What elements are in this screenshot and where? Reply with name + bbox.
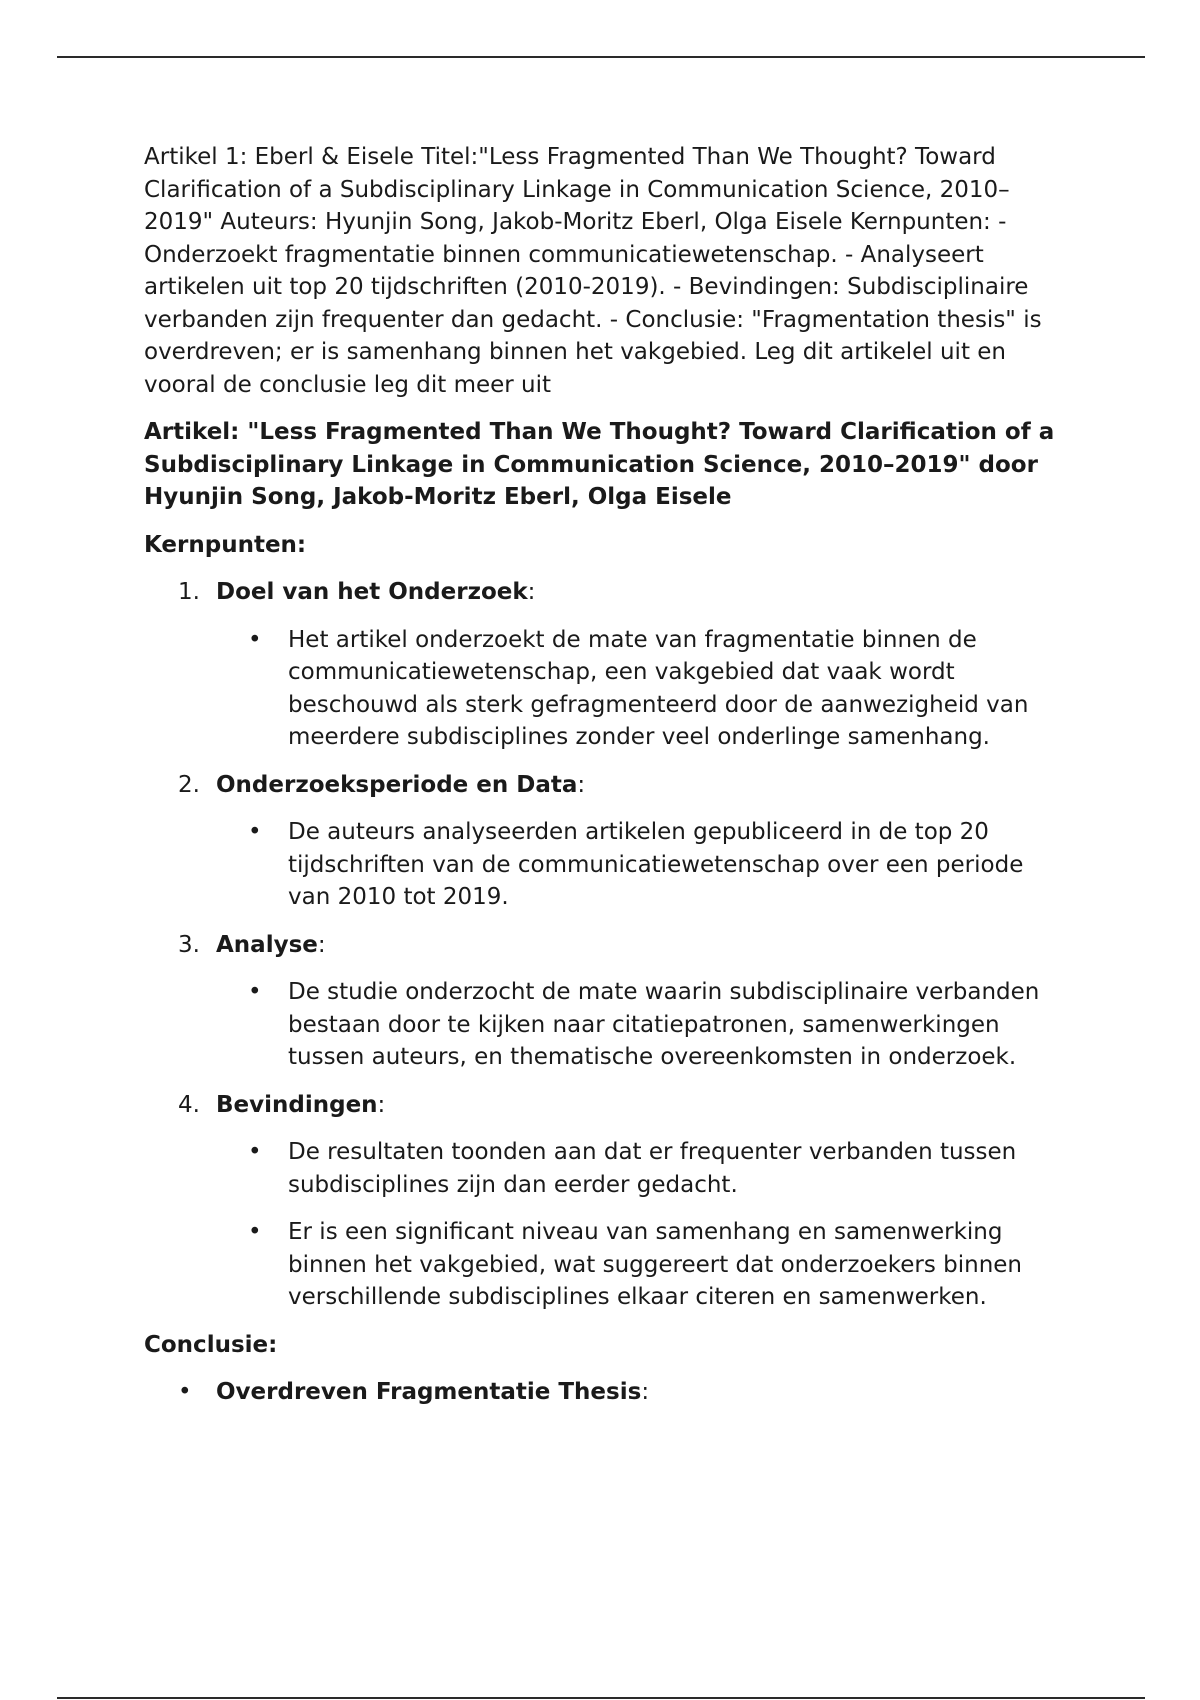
bottom-horizontal-rule <box>57 1697 1145 1699</box>
point-number: 4. <box>178 1091 200 1118</box>
conclusie-heading: Conclusie: <box>144 1331 278 1358</box>
point-colon: : <box>377 1091 386 1118</box>
bullet-item <box>144 976 1064 1074</box>
point-title-row <box>144 1089 1064 1122</box>
point-bullets <box>144 624 1064 754</box>
point-colon: : <box>577 771 586 798</box>
kernpunten-list <box>144 576 1064 1314</box>
point-bullets <box>144 816 1064 914</box>
point-title: Bevindingen <box>216 1091 378 1118</box>
bullet-item <box>144 1216 1064 1314</box>
bullet-text: De studie onderzocht de mate waarin subdisciplinaire verbanden bestaan door te kijken naar citatiepatronen, samenwerkingen tussen auteurs, en thematische overeenkomsten in onderzoek. <box>288 979 1040 1070</box>
bullet-text: De auteurs analyseerden artikelen gepubliceerd in de top 20 tijdschriften van de communicatiewetenschap over een periode van 2010 tot 2019. <box>288 819 1024 910</box>
point-title-row <box>144 769 1064 802</box>
bullet-item <box>144 816 1064 914</box>
conclusie-item-title: Overdreven Fragmentatie Thesis <box>216 1379 642 1405</box>
intro-paragraph: Artikel 1: Eberl & Eisele Titel:"Less Fragmented Than We Thought? Toward Clarification of a Subdisciplinary Linkage in Communication Science, 2010–2019" Auteurs: Hyunjin Song, Jakob-Moritz Eberl, Olga Eisele Kernpunten: - Onderzoekt fragmentatie binnen communicatiewetenschap. - Analyseert artikelen uit top 20 tijdschriften (2010-2019). - Bevindingen: Subdisciplinaire verbanden zijn frequenter dan gedacht. - Conclusie: "Fragmentation thesis" is overdreven; er is samenhang binnen het vakgebied. Leg dit artikelel uit en vooral de conclusie leg dit meer uit <box>144 144 1042 398</box>
bullet-item <box>144 624 1064 754</box>
point-item <box>144 769 1064 914</box>
document-body <box>144 141 1064 1409</box>
bullet-dot-icon: • <box>248 819 262 845</box>
point-bullets <box>144 1136 1064 1314</box>
point-colon: : <box>317 931 326 958</box>
bullet-item <box>144 1136 1064 1201</box>
point-colon: : <box>527 579 536 605</box>
point-item <box>144 1089 1064 1314</box>
point-title-row <box>144 576 1064 609</box>
conclusie-item-colon: : <box>641 1379 650 1405</box>
point-title: Onderzoeksperiode en Data <box>216 771 578 798</box>
bullet-dot-icon: • <box>248 1219 262 1245</box>
bullet-text: Er is een significant niveau van samenhang en samenwerking binnen het vakgebied, wat suggereert dat onderzoekers binnen verschillende subdisciplines elkaar citeren en samenwerken. <box>288 1219 1023 1310</box>
point-title-row <box>144 929 1064 962</box>
kernpunten-heading: Kernpunten: <box>144 531 307 558</box>
bullet-dot-icon: • <box>178 1379 192 1405</box>
article-heading: Artikel: "Less Fragmented Than We Thought? Toward Clarification of a Subdisciplinary Linkage in Communication Science, 2010–2019" door Hyunjin Song, Jakob-Moritz Eberl, Olga Eisele <box>144 419 1055 510</box>
point-number: 3. <box>178 931 200 958</box>
bullet-dot-icon: • <box>248 979 262 1005</box>
bullet-dot-icon: • <box>248 1139 262 1165</box>
conclusie-item <box>144 1376 1064 1409</box>
point-title: Doel van het Onderzoek <box>216 579 528 605</box>
point-number: 2. <box>178 771 200 798</box>
bullet-text: De resultaten toonden aan dat er frequenter verbanden tussen subdisciplines zijn dan eerder gedacht. <box>288 1139 1017 1198</box>
point-bullets <box>144 976 1064 1074</box>
point-item <box>144 576 1064 754</box>
bullet-text: Het artikel onderzoekt de mate van fragmentatie binnen de communicatiewetenschap, een vakgebied dat vaak wordt beschouwd als sterk gefragmenteerd door de aanwezigheid van meerdere subdisciplines zonder veel onderlinge samenhang. <box>288 626 1029 750</box>
point-title: Analyse <box>216 931 318 958</box>
conclusie-list <box>144 1376 1064 1409</box>
bullet-dot-icon: • <box>248 626 262 653</box>
point-number: 1. <box>178 579 200 605</box>
top-horizontal-rule <box>57 56 1145 58</box>
point-item <box>144 929 1064 1074</box>
